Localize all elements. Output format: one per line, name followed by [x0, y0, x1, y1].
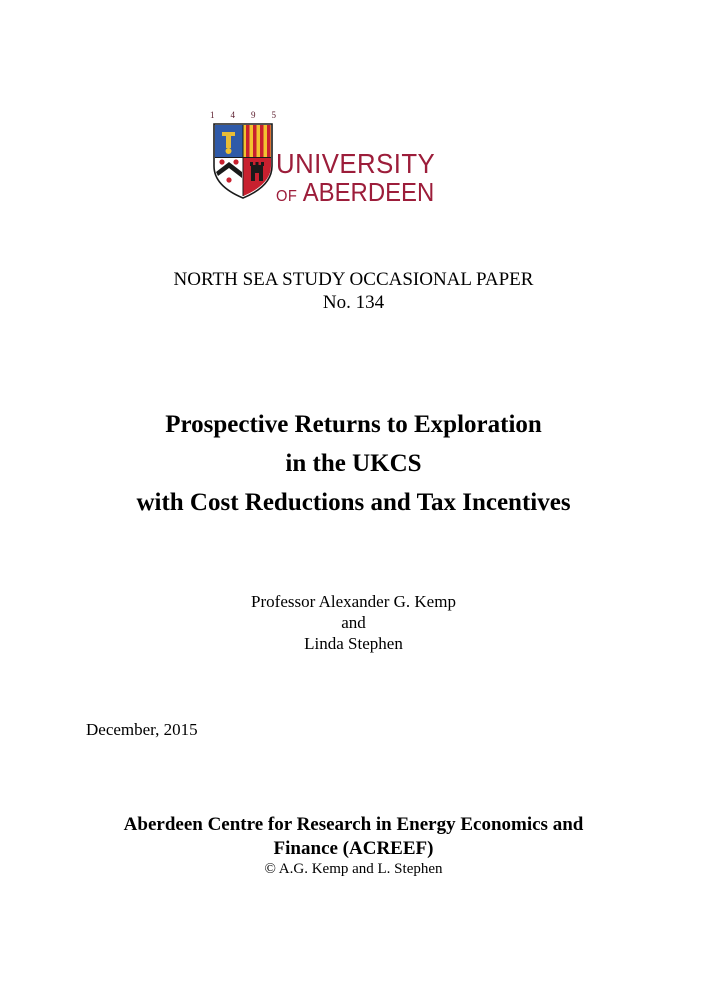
author-block — [0, 591, 707, 654]
research-centre — [0, 813, 707, 861]
series-number: No. 134 — [322, 292, 385, 313]
logo-year-digit: 1 — [210, 110, 215, 120]
university-logo — [210, 110, 460, 206]
logo-aberdeen: ABERDEEN — [302, 177, 435, 207]
copyright-notice: © A.G. Kemp and L. Stephen — [264, 861, 443, 877]
title-line: with Cost Reductions and Tax Incentives — [136, 489, 571, 516]
logo-wordmark — [276, 150, 449, 205]
logo-year-digit: 9 — [251, 110, 256, 120]
author-conjunction: and — [341, 613, 366, 632]
author-name: Linda Stephen — [304, 634, 403, 653]
logo-year-digit: 4 — [230, 110, 235, 120]
title-line: Prospective Returns to Exploration — [165, 411, 542, 438]
publication-date: December, 2015 — [86, 720, 198, 739]
paper-series — [0, 268, 707, 314]
author-name: Professor Alexander G. Kemp — [251, 592, 456, 611]
logo-year-digit: 5 — [271, 110, 276, 120]
logo-line-university: UNIVERSITY — [276, 148, 436, 179]
series-name: NORTH SEA STUDY OCCASIONAL PAPER — [173, 269, 534, 290]
paper-title — [0, 405, 707, 522]
centre-name-line: Finance (ACREEF) — [273, 838, 434, 859]
university-crest-icon — [210, 110, 276, 206]
title-line: in the UKCS — [285, 450, 422, 477]
centre-name-line: Aberdeen Centre for Research in Energy Economics and — [123, 814, 584, 835]
logo-of: OF — [276, 188, 298, 205]
logo-line-aberdeen — [276, 179, 435, 205]
